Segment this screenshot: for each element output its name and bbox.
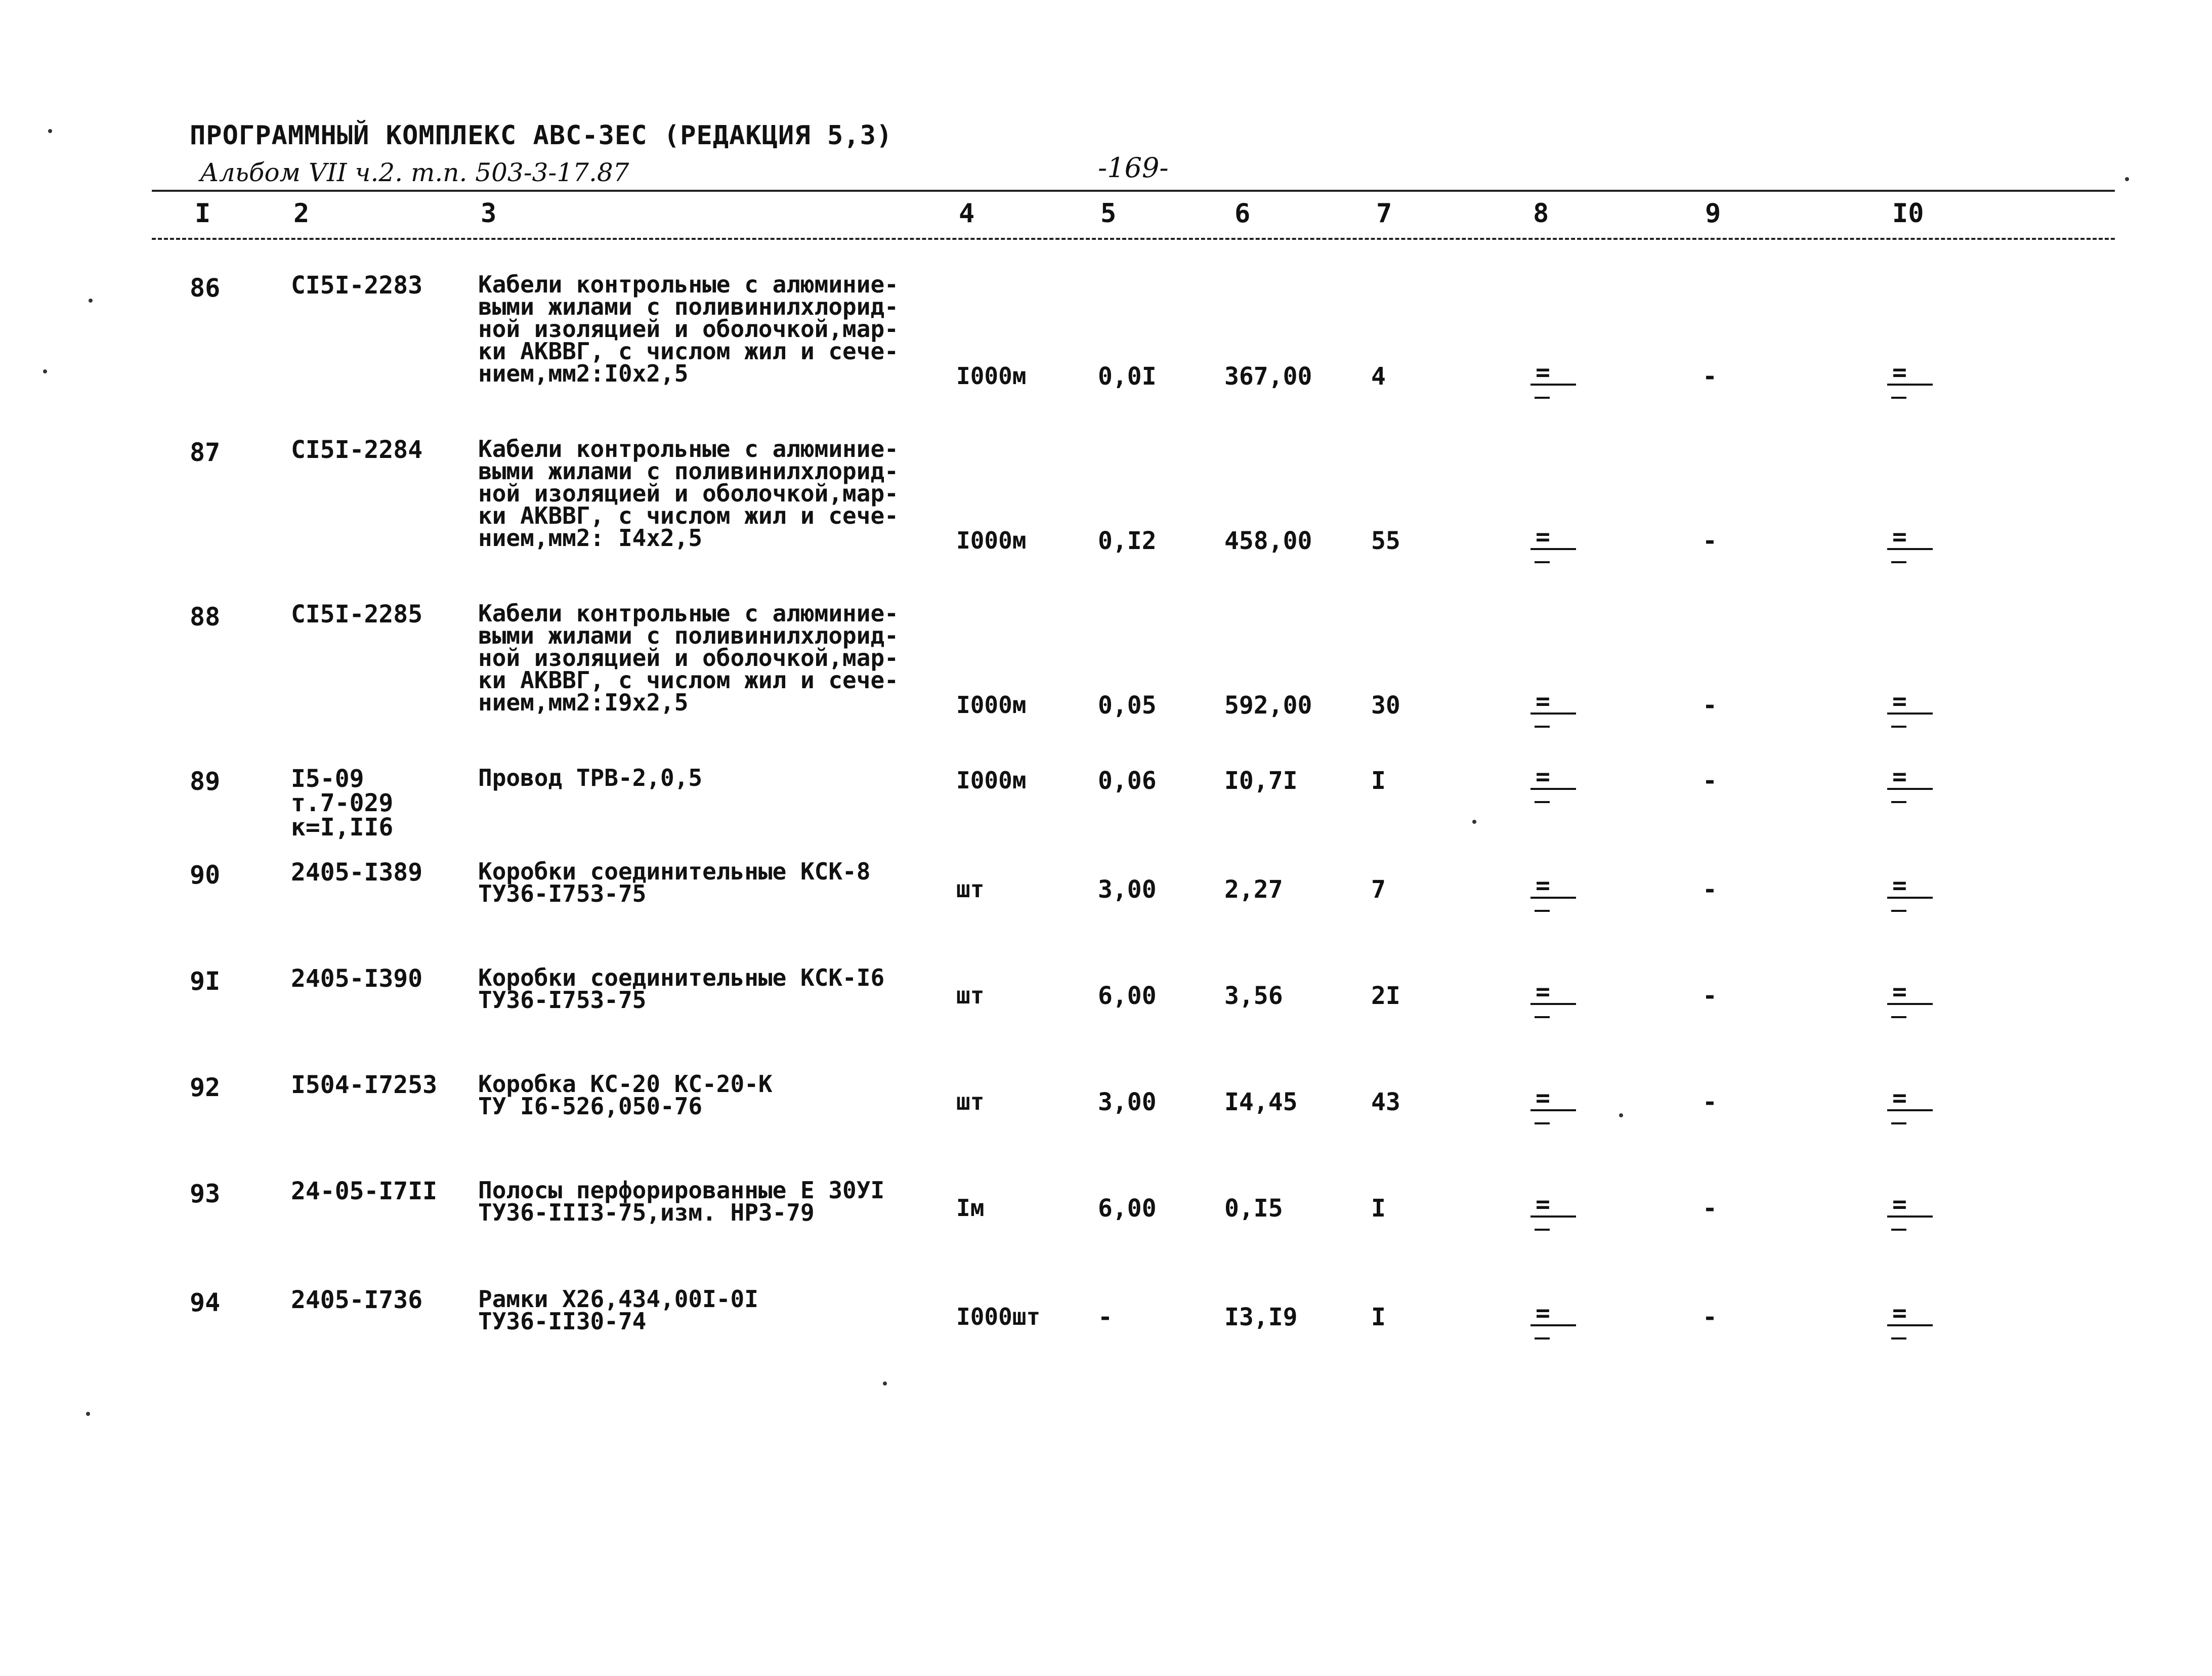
resource-code-line: т.7-029 <box>291 789 394 817</box>
ditto-mark <box>1530 871 1576 906</box>
resource-description <box>478 602 899 714</box>
column-10-value <box>1887 1190 1933 1231</box>
row-number: 93 <box>190 1179 221 1208</box>
ditto-mark-glyph: = <box>1892 1084 1907 1112</box>
resource-description <box>478 273 899 385</box>
unit-price: 0,I5 <box>1224 1194 1283 1223</box>
unit-of-measure: Iм <box>956 1194 985 1222</box>
quantity: 6,00 <box>1098 1194 1157 1223</box>
ditto-mark <box>1887 871 1933 906</box>
ditto-mark-glyph: = <box>1892 871 1907 900</box>
ditto-mark <box>1530 1084 1576 1118</box>
album-reference: Альбом VII ч.2. т.п. 503-3-17.87 <box>200 158 629 187</box>
unit-of-measure: I000м <box>956 362 1027 390</box>
column-8-value <box>1530 687 1576 728</box>
unit-price: 367,00 <box>1224 362 1312 391</box>
description-line: Полосы перфорированные Е 30УI <box>478 1177 885 1204</box>
ditto-mark <box>1887 1084 1933 1118</box>
description-line: ной изоляцией и оболочкой,мар- <box>478 315 899 343</box>
scan-speck <box>1619 1113 1623 1117</box>
ditto-mark-glyph: = <box>1892 687 1907 716</box>
row-number: 9I <box>190 967 221 996</box>
column-number-8: 8 <box>1533 198 1549 229</box>
ditto-mark <box>1530 978 1576 1012</box>
description-line: Коробки соединительные КСК-I6 <box>478 964 885 991</box>
resource-code <box>291 1179 437 1203</box>
resource-code <box>291 860 422 885</box>
column-8-value <box>1530 763 1576 803</box>
ditto-mark <box>1887 1299 1933 1333</box>
ditto-mark-glyph: = <box>1892 763 1907 791</box>
column-7-value: I <box>1371 1303 1386 1331</box>
resource-description <box>478 860 870 905</box>
column-number-5: 5 <box>1100 198 1117 229</box>
ditto-mark <box>1887 523 1933 557</box>
resource-code-line: к=I,II6 <box>291 813 394 842</box>
row-number: 89 <box>190 767 221 796</box>
row-number: 86 <box>190 273 221 303</box>
unit-of-measure: шт <box>956 982 985 1009</box>
column-8-value <box>1530 978 1576 1018</box>
quantity: 3,00 <box>1098 875 1157 904</box>
unit-of-measure: I000м <box>956 527 1027 554</box>
resource-code <box>291 438 422 462</box>
resource-code <box>291 273 422 298</box>
column-8-value <box>1530 1084 1576 1124</box>
description-line: ки АКВВГ, с числом жил и сече- <box>478 666 899 694</box>
unit-of-measure: I000м <box>956 767 1027 794</box>
row-number: 90 <box>190 860 221 890</box>
column-number-2: 2 <box>293 198 310 229</box>
column-9-value: - <box>1703 362 1717 391</box>
description-line: Кабели контрольные с алюминие- <box>478 600 899 627</box>
description-line: ТУ36-I753-75 <box>478 880 647 907</box>
scan-speck <box>1472 820 1476 824</box>
resource-description <box>478 964 885 1014</box>
resource-code-line: CI5I-2285 <box>291 600 423 628</box>
ditto-mark <box>1530 687 1576 722</box>
resource-code-line: I5-09 <box>291 765 364 793</box>
resource-code <box>291 1073 437 1097</box>
scan-speck <box>48 129 52 133</box>
quantity: 0,05 <box>1098 691 1157 720</box>
column-number-9: 9 <box>1705 198 1721 229</box>
column-7-value: 7 <box>1371 875 1386 904</box>
quantity: 0,I2 <box>1098 527 1157 555</box>
description-line: выми жилами с поливинилхлорид- <box>478 622 899 649</box>
column-number-3: 3 <box>481 198 497 229</box>
ditto-mark-glyph: = <box>1892 978 1907 1006</box>
column-7-value: 55 <box>1371 527 1400 555</box>
resource-code <box>291 767 393 840</box>
column-9-value: - <box>1703 527 1717 555</box>
ditto-mark <box>1530 358 1576 393</box>
scan-speck <box>43 369 47 373</box>
ditto-mark-glyph: = <box>1892 523 1907 551</box>
column-8-value <box>1530 1190 1576 1231</box>
ditto-mark-glyph: = <box>1536 871 1550 900</box>
column-10-value <box>1887 1084 1933 1124</box>
column-7-value: 30 <box>1371 691 1400 720</box>
header-rule-bottom <box>152 238 2115 240</box>
unit-of-measure: I000м <box>956 691 1027 719</box>
description-line: Провод ТРВ-2,0,5 <box>478 764 703 791</box>
column-number-10: I0 <box>1892 198 1924 229</box>
column-number-1: I <box>195 198 211 229</box>
ditto-mark-glyph: = <box>1536 523 1550 551</box>
scan-speck <box>883 1381 887 1386</box>
description-line: ной изоляцией и оболочкой,мар- <box>478 480 899 507</box>
column-7-value: 4 <box>1371 362 1386 391</box>
description-line: нием,мм2: I4x2,5 <box>478 524 703 552</box>
column-8-value <box>1530 1299 1576 1339</box>
row-number: 87 <box>190 438 221 467</box>
resource-description <box>478 1179 884 1224</box>
resource-code-line: 2405-I736 <box>291 1286 423 1314</box>
column-9-value: - <box>1703 691 1717 720</box>
ditto-mark <box>1530 1190 1576 1225</box>
unit-price: 3,56 <box>1224 982 1283 1010</box>
description-line: ТУ I6-526,050-76 <box>478 1093 703 1120</box>
ditto-mark-glyph: = <box>1892 1190 1907 1219</box>
quantity: - <box>1098 1303 1113 1331</box>
description-line: Рамки Х26,434,00I-0I <box>478 1285 758 1313</box>
column-10-value <box>1887 687 1933 728</box>
ditto-mark-glyph: = <box>1536 1190 1550 1219</box>
column-10-value <box>1887 763 1933 803</box>
description-line: выми жилами с поливинилхлорид- <box>478 457 899 485</box>
column-10-value <box>1887 871 1933 912</box>
ditto-mark-glyph: = <box>1536 358 1550 387</box>
description-line: Кабели контрольные с алюминие- <box>478 435 899 463</box>
resource-code-line: 2405-I390 <box>291 965 423 993</box>
description-line: ТУ36-II30-74 <box>478 1308 647 1335</box>
column-7-value: I <box>1371 767 1386 795</box>
column-8-value <box>1530 523 1576 563</box>
unit-price: 592,00 <box>1224 691 1312 720</box>
column-7-value: 43 <box>1371 1088 1400 1116</box>
description-line: Коробка КС-20 КС-20-К <box>478 1070 773 1098</box>
ditto-mark <box>1887 978 1933 1012</box>
quantity: 0,06 <box>1098 767 1157 795</box>
description-line: Кабели контрольные с алюминие- <box>478 271 899 298</box>
column-8-value <box>1530 871 1576 912</box>
unit-price: 458,00 <box>1224 527 1312 555</box>
header-rule-top <box>152 190 2115 192</box>
resource-description <box>478 1285 758 1335</box>
ditto-mark-glyph: = <box>1536 978 1550 1006</box>
ditto-mark-glyph: = <box>1536 687 1550 716</box>
column-9-value: - <box>1703 1303 1717 1331</box>
description-line: выми жилами с поливинилхлорид- <box>478 293 899 320</box>
scan-speck <box>2125 177 2129 181</box>
program-header: ПРОГРАММНЫЙ КОМПЛЕКС АВС-ЗЕС (РЕДАКЦИЯ 5,3) <box>190 120 893 151</box>
resource-code <box>291 967 422 991</box>
resource-code <box>291 1288 422 1312</box>
unit-price: I0,7I <box>1224 767 1298 795</box>
column-9-value: - <box>1703 1194 1717 1223</box>
ditto-mark-glyph: = <box>1536 763 1550 791</box>
resource-code-line: CI5I-2283 <box>291 271 423 300</box>
row-number: 92 <box>190 1073 221 1102</box>
column-number-6: 6 <box>1235 198 1251 229</box>
description-line: Коробки соединительные КСК-8 <box>478 858 871 885</box>
description-line: ТУ36-I753-75 <box>478 986 647 1014</box>
unit-of-measure: шт <box>956 875 985 903</box>
ditto-mark <box>1530 763 1576 797</box>
ditto-mark-glyph: = <box>1892 1299 1907 1327</box>
resource-code-line: I504-I7253 <box>291 1071 437 1099</box>
column-9-value: - <box>1703 875 1717 904</box>
quantity: 0,0I <box>1098 362 1157 391</box>
scan-speck <box>89 299 93 303</box>
ditto-mark <box>1887 687 1933 722</box>
ditto-mark-glyph: = <box>1536 1299 1550 1327</box>
ditto-mark-glyph: = <box>1892 358 1907 387</box>
column-10-value <box>1887 978 1933 1018</box>
description-line: ной изоляцией и оболочкой,мар- <box>478 644 899 672</box>
ditto-mark <box>1887 358 1933 393</box>
ditto-mark <box>1530 1299 1576 1333</box>
row-number: 88 <box>190 602 221 632</box>
unit-price: I3,I9 <box>1224 1303 1298 1331</box>
unit-price: I4,45 <box>1224 1088 1298 1116</box>
ditto-mark-glyph: = <box>1536 1084 1550 1112</box>
resource-description <box>478 435 899 552</box>
column-9-value: - <box>1703 767 1717 795</box>
description-line: ки АКВВГ, с числом жил и сече- <box>478 338 899 365</box>
unit-of-measure: шт <box>956 1088 985 1115</box>
ditto-mark <box>1887 1190 1933 1225</box>
column-number-7: 7 <box>1376 198 1392 229</box>
column-10-value <box>1887 1299 1933 1339</box>
column-8-value <box>1530 358 1576 399</box>
unit-of-measure: I000шт <box>956 1303 1041 1330</box>
resource-description <box>478 1070 773 1120</box>
resource-code-line: CI5I-2284 <box>291 436 423 464</box>
resource-code-line: 24-05-I7II <box>291 1177 437 1205</box>
ditto-mark <box>1530 523 1576 557</box>
column-number-4: 4 <box>959 198 975 229</box>
column-10-value <box>1887 358 1933 399</box>
quantity: 6,00 <box>1098 982 1157 1010</box>
quantity: 3,00 <box>1098 1088 1157 1116</box>
resource-code <box>291 602 422 626</box>
column-7-value: 2I <box>1371 982 1400 1010</box>
resource-code-line: 2405-I389 <box>291 858 423 887</box>
description-line: нием,мм2:I0x2,5 <box>478 360 689 387</box>
column-9-value: - <box>1703 1088 1717 1116</box>
row-number: 94 <box>190 1288 221 1317</box>
column-9-value: - <box>1703 982 1717 1010</box>
column-10-value <box>1887 523 1933 563</box>
description-line: ки АКВВГ, с числом жил и сече- <box>478 502 899 529</box>
scan-speck <box>86 1412 90 1416</box>
resource-description <box>478 764 703 791</box>
ditto-mark <box>1887 763 1933 797</box>
page-number: -169- <box>1098 152 1169 184</box>
column-7-value: I <box>1371 1194 1386 1223</box>
description-line: ТУ36-III3-75,изм. НРЗ-79 <box>478 1199 815 1226</box>
unit-price: 2,27 <box>1224 875 1283 904</box>
description-line: нием,мм2:I9x2,5 <box>478 689 689 716</box>
